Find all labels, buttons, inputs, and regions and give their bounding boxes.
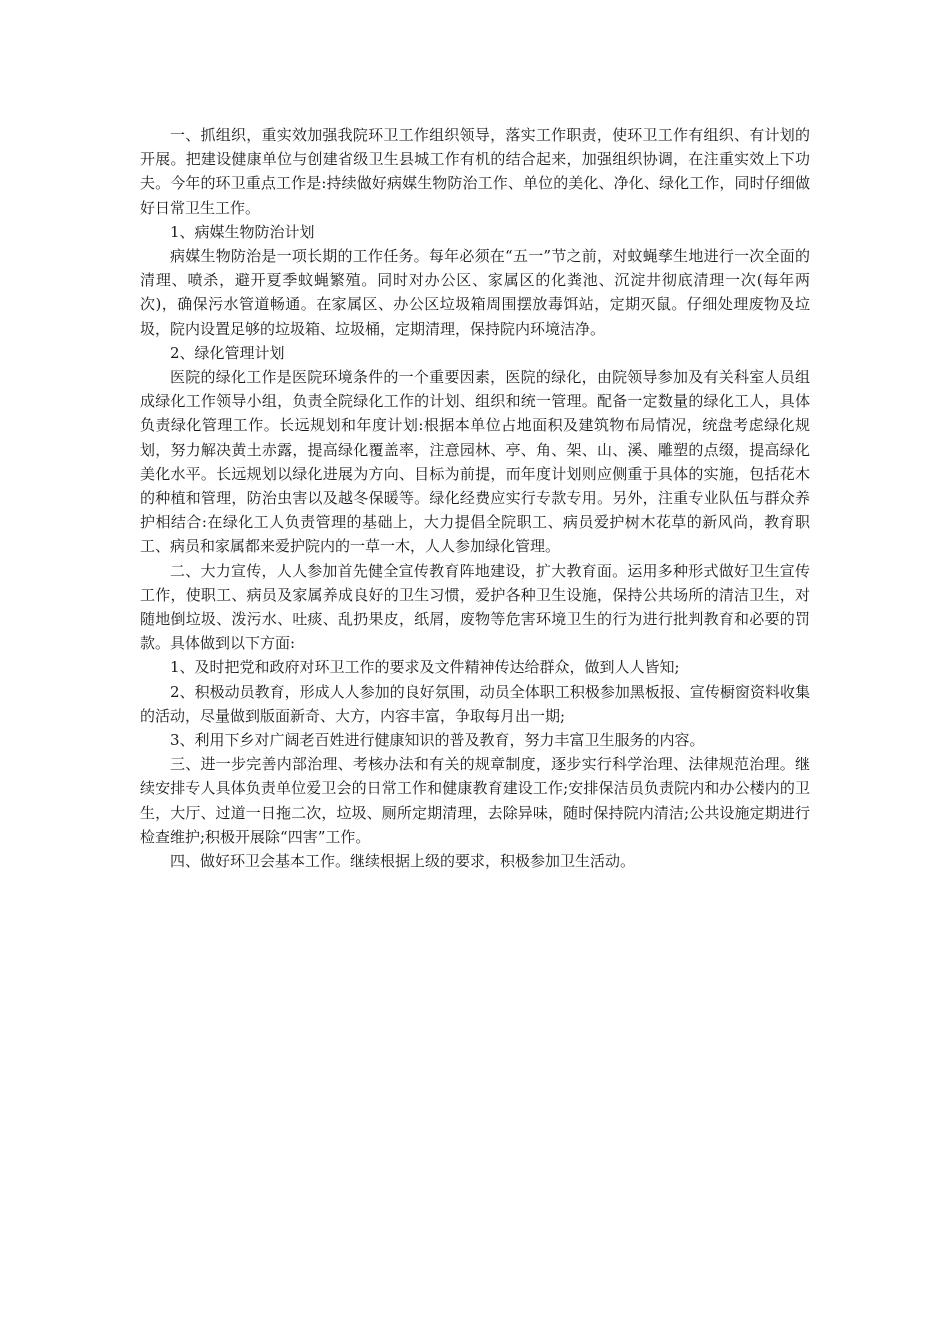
- paragraph-section-three: 三、进一步完善内部治理、考核办法和有关的规章制度，逐步实行科学治理、法律规范治理。继续安排专人具体负责单位爱卫会的日常工作和健康教育建设工作;安排保洁员负责院内和办公楼内的卫生，大厅、过道一日拖二次，垃圾、厕所定期清理，去除异味，随时保持院内清洁;公共设施定期进行检查维护;积极开展除“四害”工作。: [140, 755, 810, 846]
- paragraph-section-two: 二、大力宣传，人人参加首先健全宣传教育阵地建设，扩大教育面。运用多种形式做好卫生宣传工作，使职工、病员及家属养成良好的卫生习惯，爱护各种卫生设施，保持公共场所的清洁卫生，对随地倒垃圾、泼污水、吐痰、乱扔果皮，纸屑，废物等危害环境卫生的行为进行批判教育和必要的罚款。具体做到以下方面:: [140, 561, 810, 653]
- paragraph-section-one: 一、抓组织，重实效加强我院环卫工作组织领导，落实工作职责，使环卫工作有组织、有计划的开展。把建设健康单位与创建省级卫生县城工作有机的结合起来，加强组织协调，在注重实效上下功夫。今年的环卫重点工作是:持续做好病媒生物防治工作、单位的美化、净化、绿化工作，同时仔细做好日常卫生工作。: [140, 126, 810, 217]
- subheading-greening-plan: 2、绿化管理计划: [170, 343, 285, 362]
- subheading-vector-control: 1、病媒生物防治计划: [170, 222, 315, 241]
- document-body: [140, 123, 810, 873]
- paragraph-greening-plan: 医院的绿化工作是医院环境条件的一个重要因素，医院的绿化，由院领导参加及有关科室人员组成绿化工作领导小组，负责全院绿化工作的计划、组织和统一管理。配备一定数量的绿化工人，具体负责绿化管理工作。长远规划和年度计划:根据本单位占地面积及建筑物布局情况，统盘考虑绿化规划，努力解决黄土赤露，提高绿化覆盖率，注意园林、亭、角、架、山、溪、雕塑的点缀，提高绿化美化水平。长远规划以绿化进展为方向、目标为前提，而年度计划则应侧重于具体的实施，包括花木的种植和管理，防治虫害以及越冬保暖等。绿化经费应实行专款专用。另外，注重专业队伍与群众养护相结合:在绿化工人负责管理的基础上，大力提倡全院职工、病员爱护树木花草的新风尚，教育职工、病员和家属都来爱护院内的一草一木，人人参加绿化管理。: [140, 368, 810, 556]
- list-item-2: 2、积极动员教育，形成人人参加的良好氛围，动员全体职工积极参加黑板报、宣传橱窗资料收集的活动，尽量做到版面新奇、大方，内容丰富，争取每月出一期;: [140, 682, 810, 725]
- paragraph-section-four: 四、做好环卫会基本工作。继续根据上级的要求，积极参加卫生活动。: [170, 852, 636, 871]
- paragraph-vector-control: 病媒生物防治是一项长期的工作任务。每年必须在“五一”节之前，对蚊蝇孳生地进行一次全面的清理、喷杀，避开夏季蚊蝇繁殖。同时对办公区、家属区的化粪池、沉淀井彻底清理一次(每年两次)，确保污水管道畅通。在家属区、办公区垃圾箱周围摆放毒饵站，定期灭鼠。仔细处理废物及垃圾，院内设置足够的垃圾箱、垃圾桶，定期清理，保持院内环境洁净。: [140, 247, 810, 338]
- list-item-1: 1、及时把党和政府对环卫工作的要求及文件精神传达给群众，做到人人皆知;: [170, 658, 680, 677]
- list-item-3: 3、利用下乡对广阔老百姓进行健康知识的普及教育，努力丰富卫生服务的内容。: [170, 731, 705, 750]
